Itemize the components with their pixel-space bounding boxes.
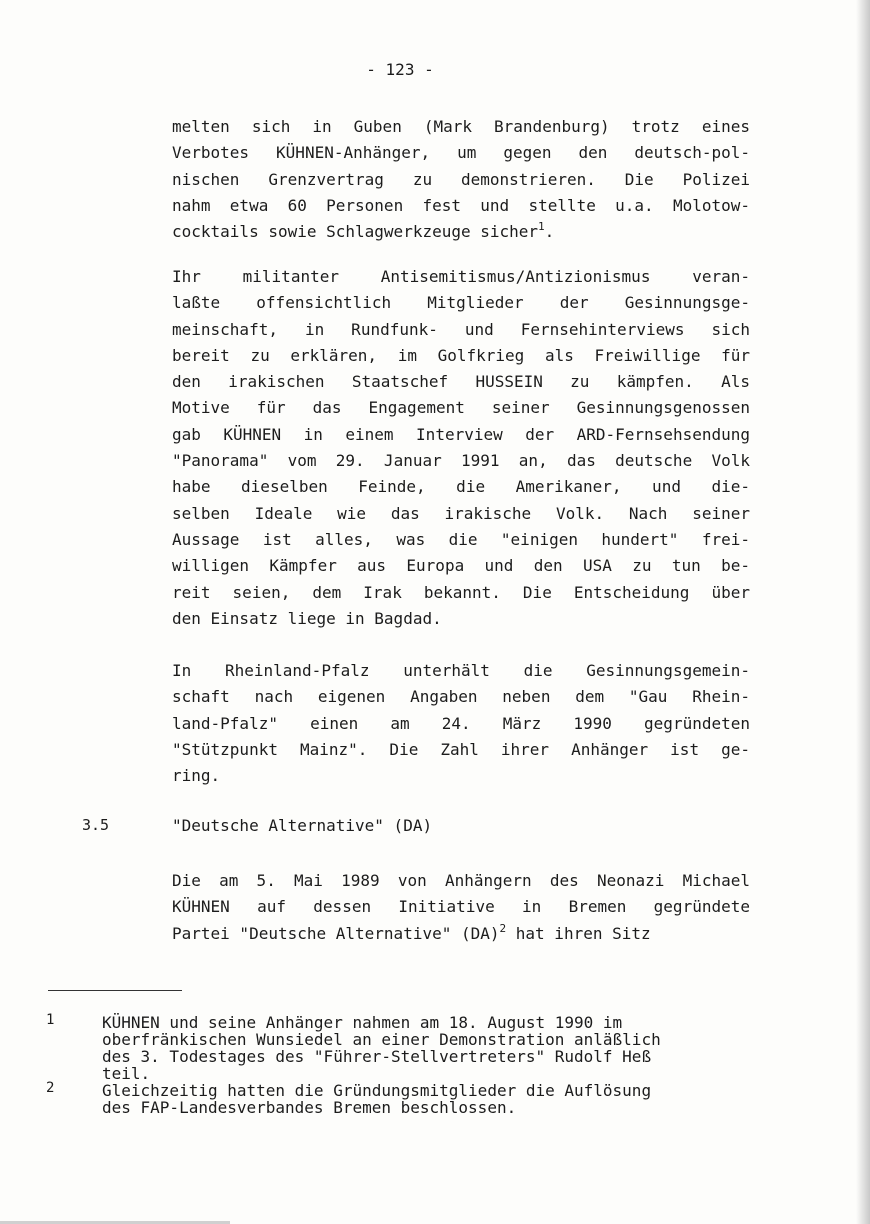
page-edge-shadow bbox=[856, 0, 870, 1224]
text-segment: Partei "Deutsche Alternative" (DA) bbox=[172, 923, 500, 943]
text-segment: hat ihren Sitz bbox=[506, 923, 651, 943]
footnote-line: oberfränkischen Wunsiedel an einer Demonstration anläßlich bbox=[102, 1030, 661, 1049]
footnote-line: KÜHNEN und seine Anhänger nahmen am 18. August 1990 im bbox=[102, 1013, 623, 1032]
text-line: den Einsatz liege in Bagdad. bbox=[172, 608, 442, 628]
footnote-line: des 3. Todestages des "Führer-Stellvertreters" Rudolf Heß bbox=[102, 1047, 652, 1066]
text-line: Motive für das Engagement seiner Gesinnungsgenossen bbox=[172, 398, 750, 418]
footnote-ref: 1 bbox=[538, 220, 545, 234]
text-line: Ihr militanter Antisemitismus/Antizionismus veran- bbox=[172, 267, 750, 286]
text-line bbox=[172, 219, 750, 245]
footnote-mark: 2 bbox=[46, 1080, 55, 1096]
section-number: 3.5 bbox=[82, 816, 110, 834]
text-line: willigen Kämpfer aus Europa und den USA zu tun be- bbox=[172, 556, 750, 576]
text-line: laßte offensichtlich Mitglieder der Gesinnungsge- bbox=[172, 293, 750, 313]
footnote-line: des FAP-Landesverbandes Bremen beschlossen. bbox=[102, 1098, 517, 1117]
footnote-mark: 1 bbox=[46, 1012, 55, 1028]
text-line: nischen Grenzvertrag zu demonstrieren. Die Polizei bbox=[172, 169, 750, 189]
text-line: Aussage ist alles, was die "einigen hundert" frei- bbox=[172, 529, 750, 549]
text-line: selben Ideale wie das irakische Volk. Nach seiner bbox=[172, 503, 750, 523]
text-line: "Stützpunkt Mainz". Die Zahl ihrer Anhänger ist ge- bbox=[172, 739, 750, 759]
text-line: Verbotes KÜHNEN-Anhänger, um gegen den deutsch-pol- bbox=[172, 143, 750, 163]
text-line: reit seien, dem Irak bekannt. Die Entscheidung über bbox=[172, 582, 750, 602]
text-line: gab KÜHNEN in einem Interview der ARD-Fernsehsendung bbox=[172, 424, 750, 444]
paragraph-4 bbox=[172, 868, 750, 947]
text-line: melten sich in Guben (Mark Brandenburg) trotz eines bbox=[172, 117, 750, 136]
text-line: bereit zu erklären, im Golfkrieg als Freiwillige für bbox=[172, 345, 750, 365]
footnote-divider bbox=[48, 990, 182, 991]
text-line: land-Pfalz" einen am 24. März 1990 gegründeten bbox=[172, 713, 750, 733]
text-line: schaft nach eigenen Angaben neben dem "Gau Rhein- bbox=[172, 687, 750, 707]
section-title: "Deutsche Alternative" (DA) bbox=[172, 816, 433, 835]
footnote-line: Gleichzeitig hatten die Gründungsmitglieder die Auflösung bbox=[102, 1081, 652, 1100]
text-segment: cocktails sowie Schlagwerkzeuge sicher bbox=[172, 222, 539, 242]
text-line: Die am 5. Mai 1989 von Anhängern des Neonazi Michael bbox=[172, 871, 750, 890]
text-line: nahm etwa 60 Personen fest und stellte u.a. Molotow- bbox=[172, 195, 750, 215]
text-line bbox=[172, 921, 750, 947]
footnote-1 bbox=[102, 1014, 752, 1082]
paragraph-2 bbox=[172, 264, 750, 632]
paragraph-3 bbox=[172, 658, 750, 789]
text-line: "Panorama" vom 29. Januar 1991 an, das deutsche Volk bbox=[172, 451, 750, 471]
text-line: In Rheinland-Pfalz unterhält die Gesinnungsgemein- bbox=[172, 661, 750, 680]
paragraph-1 bbox=[172, 114, 750, 245]
text-line: ring. bbox=[172, 766, 221, 786]
text-line: habe dieselben Feinde, die Amerikaner, und die- bbox=[172, 477, 750, 497]
footnote-ref: 2 bbox=[499, 921, 507, 935]
page-number: - 123 - bbox=[366, 60, 434, 79]
text-line: KÜHNEN auf dessen Initiative in Bremen gegründete bbox=[172, 897, 750, 917]
text-line: den irakischen Staatschef HUSSEIN zu kämpfen. Als bbox=[172, 372, 750, 392]
footnote-2 bbox=[102, 1082, 752, 1116]
text-segment: . bbox=[544, 222, 555, 242]
footnote-line: teil. bbox=[102, 1064, 151, 1083]
text-line: meinschaft, in Rundfunk- und Fernsehinterviews sich bbox=[172, 319, 750, 339]
